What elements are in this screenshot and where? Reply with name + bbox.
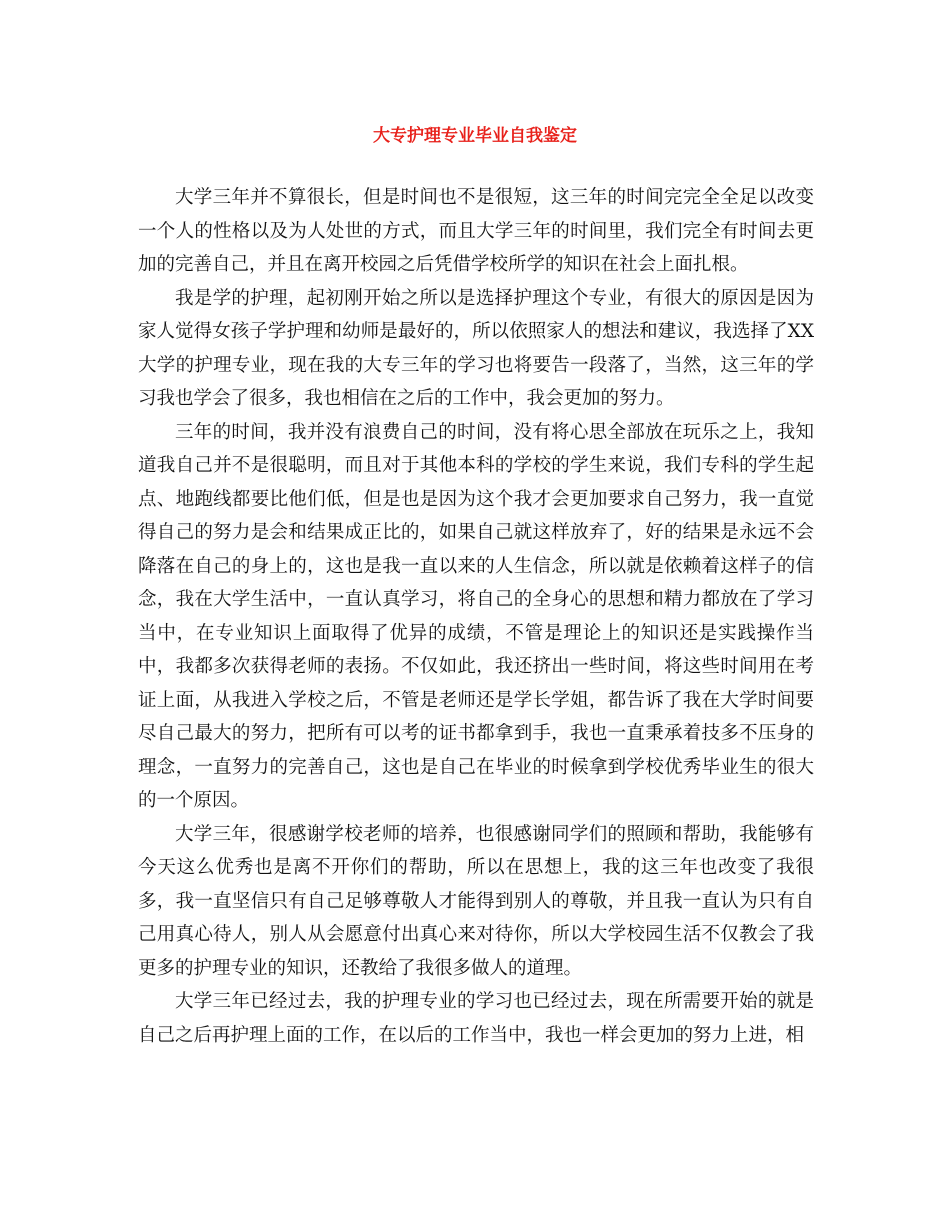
paragraph-5: 大学三年已经过去，我的护理专业的学习也已经过去，现在所需要开始的就是自己之后再护理上面的工作，在以后的工作当中，我也一样会更加的努力上进，相 — [138, 991, 814, 1046]
paragraph-1: 大学三年并不算很长，但是时间也不是很短，这三年的时间完完全全足以改变一个人的性格以及为人处世的方式，而且大学三年的时间里，我们完全有时间去更加的完善自己，并且在离开校园之后凭借学校所学的知识在社会上面扎根。 — [138, 187, 814, 275]
paragraph-3: 三年的时间，我并没有浪费自己的时间，没有将心思全部放在玩乐之上，我知道我自己并不是很聪明，而且对于其他本科的学校的学生来说，我们专科的学生起点、地跑线都要比他们低，但是也是因为这个我才会更加要求自己努力，我一直觉得自己的努力是会和结果成正比的，如果自己就这样放弃了，好的结果是永远不会降落在自己的身上的，这也是我一直以来的人生信念，所以就是依赖着这样子的信念，我在大学生活中，一直认真学习，将自己的全身心的思想和精力都放在了学习当中，在专业知识上面取得了优异的成绩，不管是理论上的知识还是实践操作当中，我都多次获得老师的表扬。不仅如此，我还挤出一些时间，将这些时间用在考证上面，从我进入学校之后，不管是老师还是学长学姐，都告诉了我在大学时间要尽自己最大的努力，把所有可以考的证书都拿到手，我也一直秉承着技多不压身的理念，一直努力的完善自己，这也是自己在毕业的时候拿到学校优秀毕业生的很大的一个原因。 — [138, 421, 814, 811]
document-title: 大专护理专业毕业自我鉴定 — [373, 126, 577, 146]
paragraph-2: 我是学的护理，起初刚开始之所以是选择护理这个专业，有很大的原因是因为家人觉得女孩子学护理和幼师是最好的，所以依照家人的想法和建议，我选择了XX大学的护理专业，现在我的大专三年的学习也将要告一段落了，当然，这三年的学习我也学会了很多，我也相信在之后的工作中，我会更加的努力。 — [138, 287, 814, 409]
paragraph-4: 大学三年，很感谢学校老师的培养，也很感谢同学们的照顾和帮助，我能够有今天这么优秀也是离不开你们的帮助，所以在思想上，我的这三年也改变了我很多，我一直坚信只有自己足够尊敬人才能得到别人的尊敬，并且我一直认为只有自己用真心待人，别人从会愿意付出真心来对待你，所以大学校园生活不仅教会了我更多的护理专业的知识，还教给了我很多做人的道理。 — [138, 823, 814, 979]
document-body — [138, 181, 814, 1052]
